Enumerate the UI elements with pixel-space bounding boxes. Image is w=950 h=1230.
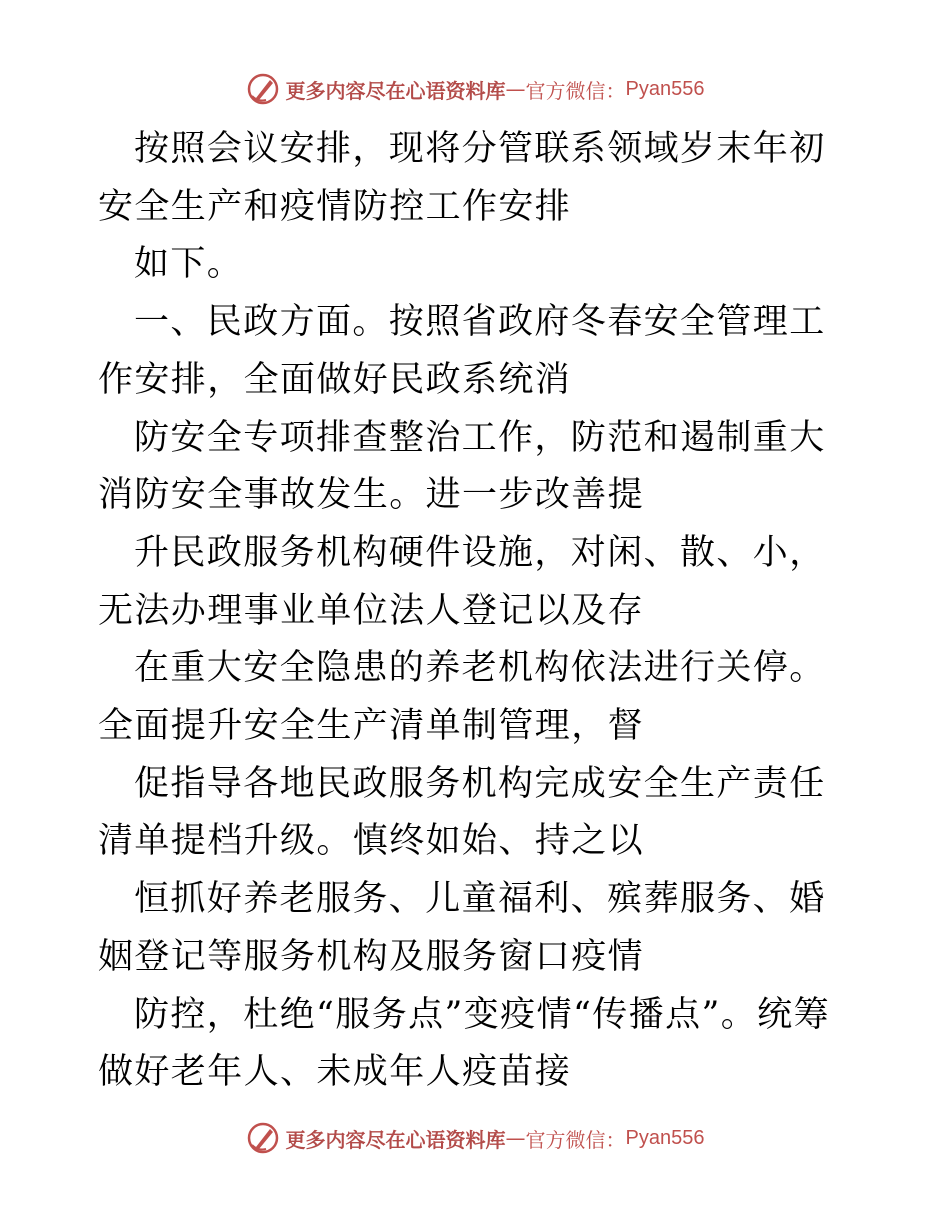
banner-wechat-label: 官方微信：	[525, 78, 626, 103]
body-paragraph: 促指导各地民政服务机构完成安全生产责任清单提档升级。慎终如始、持之以	[98, 763, 826, 862]
banner-wechat-account: Pyan556	[625, 77, 705, 100]
banner-brand-text: 更多内容尽在心语资料库	[285, 78, 506, 103]
body-paragraph: 在重大安全隐患的养老机构依法进行关停。全面提升安全生产清单制管理，督	[98, 648, 826, 747]
footer-banner	[0, 1121, 950, 1155]
banner-brand-text: 更多内容尽在心语资料库	[285, 1127, 506, 1152]
banner-dash: —	[505, 1126, 526, 1150]
quill-pen-circle-icon	[246, 72, 280, 106]
banner-dash: —	[505, 77, 526, 101]
body-paragraph: 按照会议安排，现将分管联系领域岁末年初安全生产和疫情防控工作安排	[98, 129, 826, 227]
banner-wechat-label: 官方微信：	[525, 1127, 626, 1152]
body-paragraph: 防安全专项排查整治工作，防范和遏制重大消防安全事故发生。进一步改善提	[98, 417, 826, 516]
banner-wechat-account: Pyan556	[625, 1126, 705, 1149]
body-paragraph: 防控，杜绝“服务点”变疫情“传播点”。统筹做好老年人、未成年人疫苗接	[98, 994, 830, 1093]
body-paragraph: 升民政服务机构硬件设施，对闲、散、小，无法办理事业单位法人登记以及存	[98, 532, 826, 631]
quill-pen-circle-icon	[246, 1121, 280, 1155]
body-paragraph: 如下。	[134, 244, 244, 285]
document-body	[98, 121, 858, 1102]
body-paragraph: 一、民政方面。按照省政府冬春安全管理工作安排，全面做好民政系统消	[98, 302, 826, 400]
body-paragraph: 恒抓好养老服务、儿童福利、殡葬服务、婚姻登记等服务机构及服务窗口疫情	[98, 879, 826, 977]
header-banner	[0, 72, 950, 106]
